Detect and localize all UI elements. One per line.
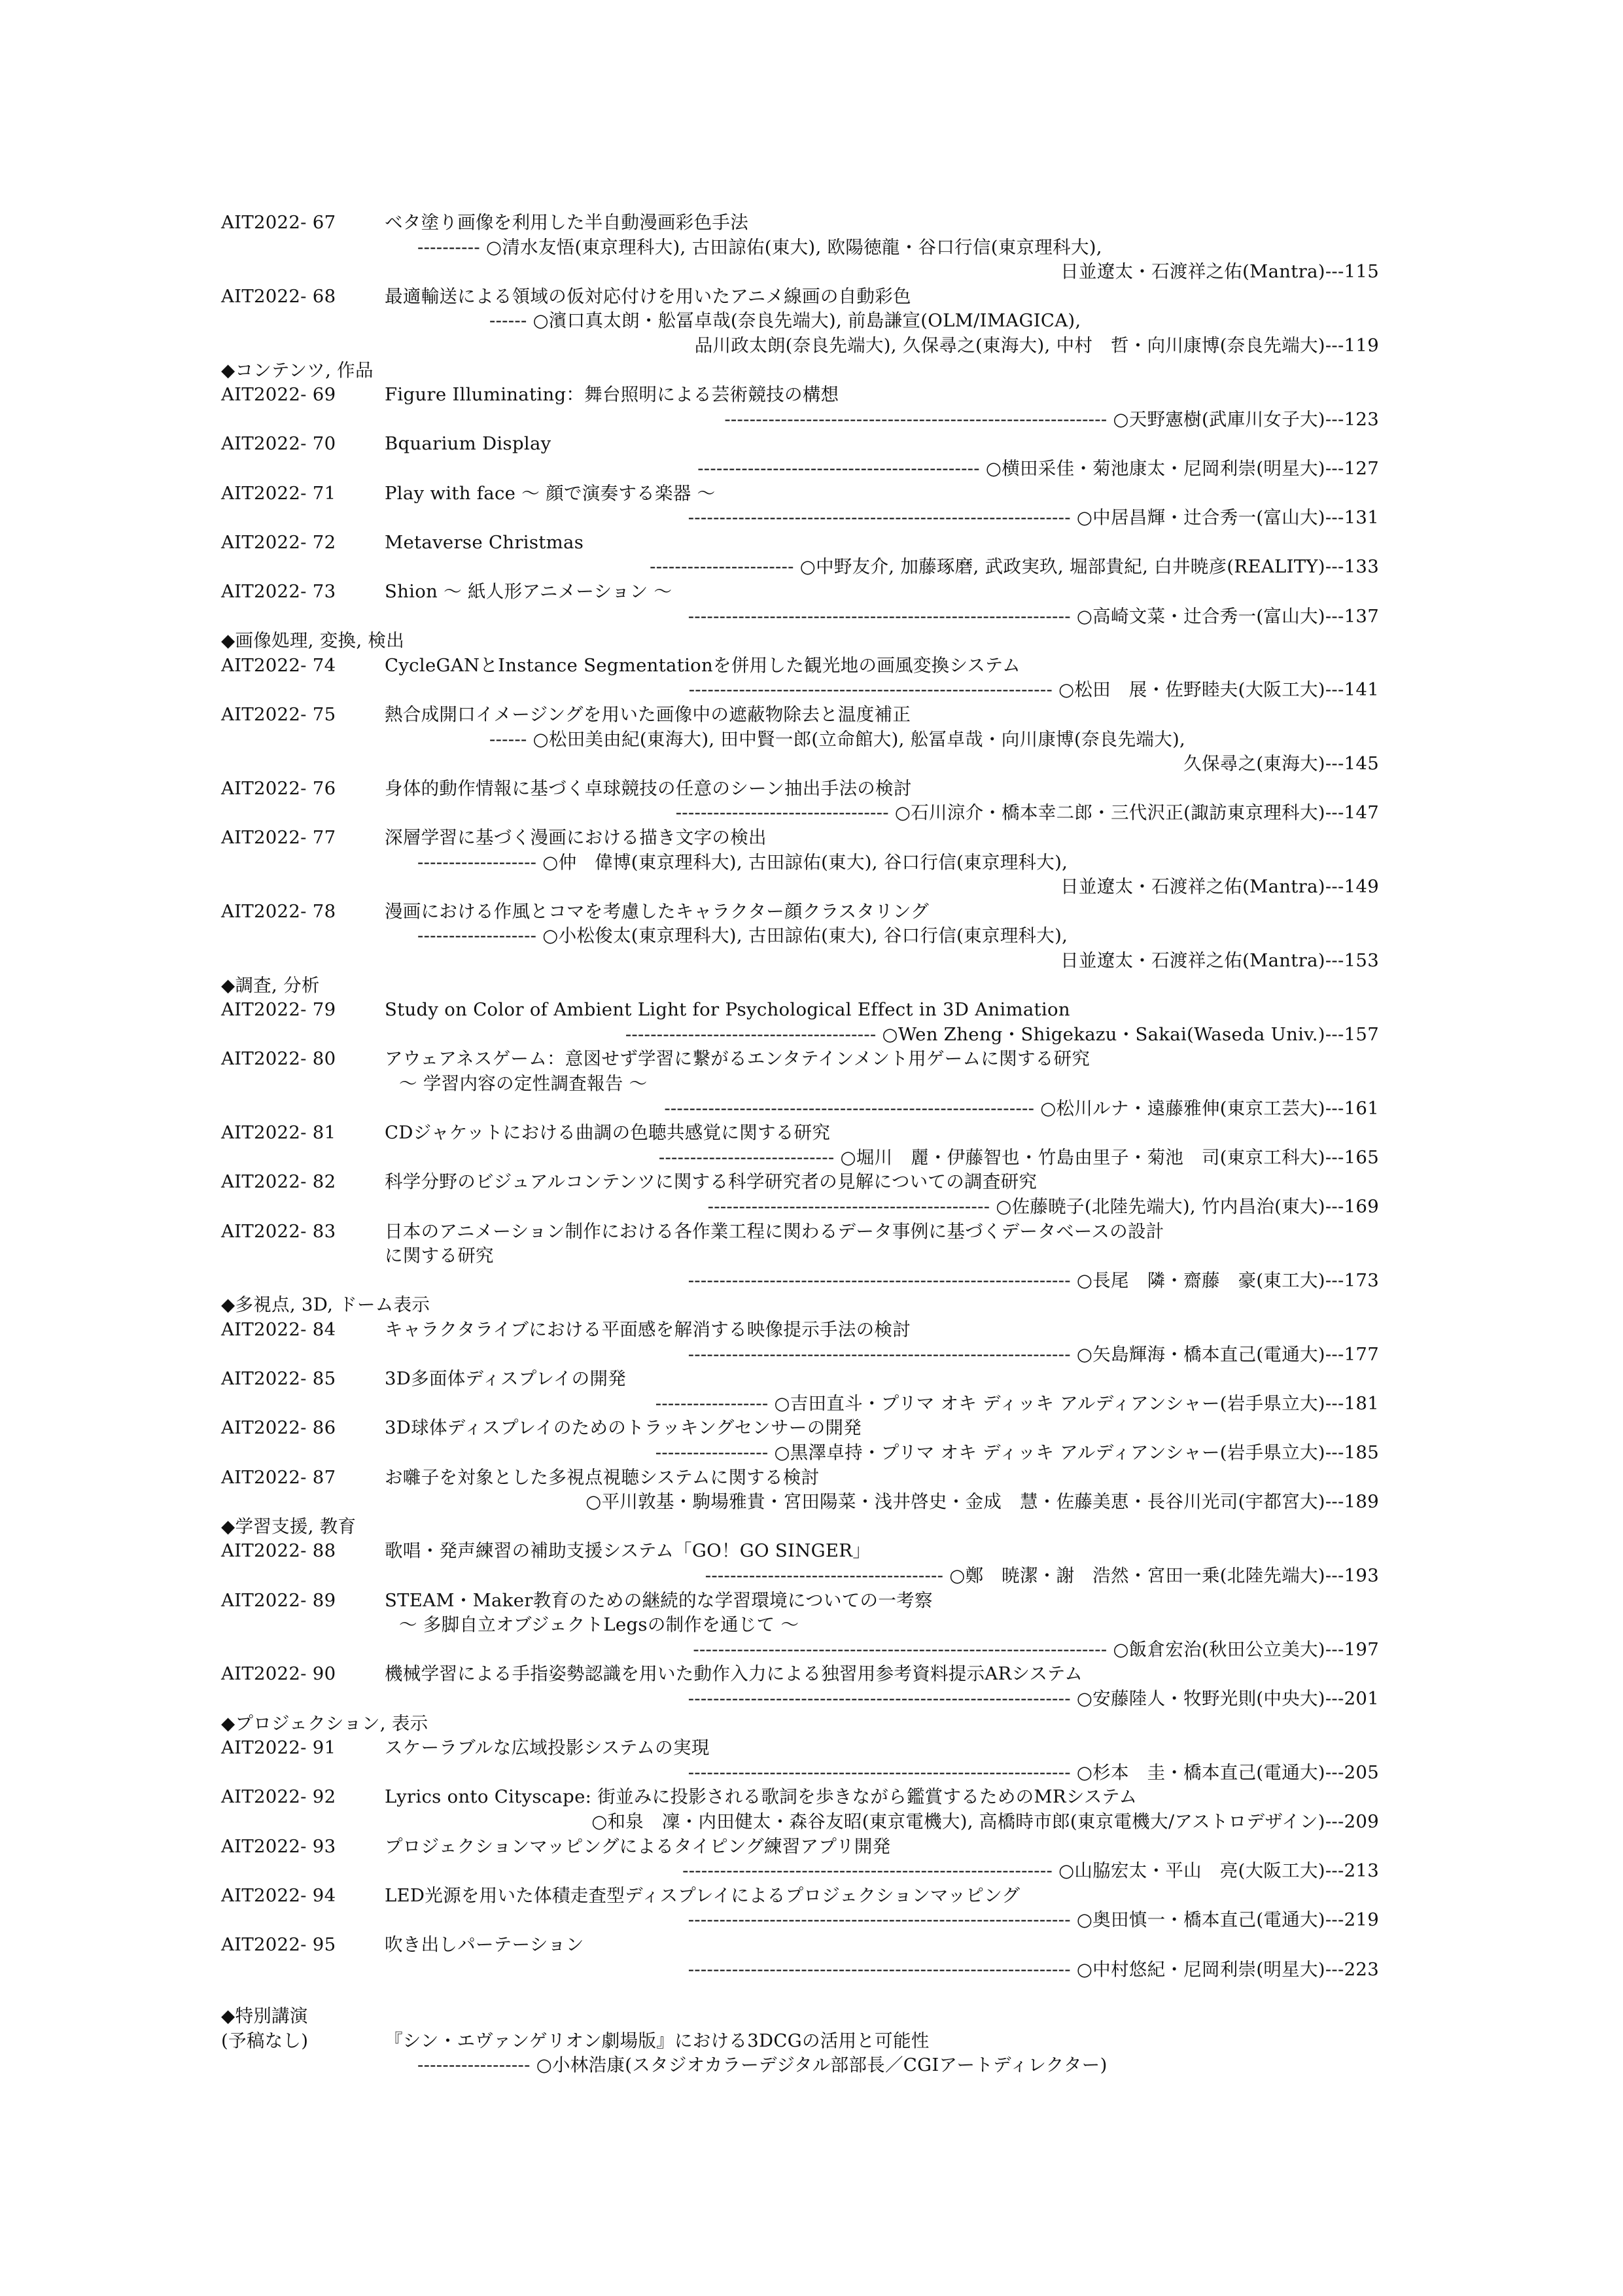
- text-line: [221, 1220, 1379, 1243]
- author-text: ---------------------------------------- ○Wen Zheng・Shigekazu・Sakai(Waseda Univ.)---157: [625, 1023, 1379, 1045]
- author-line: [221, 875, 1379, 898]
- paper-id: AIT2022- 76: [221, 777, 336, 799]
- text-line: [221, 851, 1379, 874]
- text-line: [221, 1170, 1379, 1193]
- paper-title: ベタ塗り画像を利用した半自動漫画彩色手法: [385, 212, 748, 233]
- paper-id: AIT2022- 78: [221, 900, 336, 922]
- text-line: [221, 949, 1379, 972]
- paper-title: プロジェクションマッピングによるタイピング練習アプリ開発: [385, 1835, 891, 1857]
- author-text: 日並遼太・石渡祥之佑(Mantra)---153: [1060, 950, 1379, 971]
- author-line: [221, 1097, 1379, 1120]
- author-line: [221, 334, 1379, 357]
- paper-title: 『シン・エヴァンゲリオン劇場版』における3DCGの活用と可能性: [385, 2030, 930, 2051]
- text-line: [221, 703, 1379, 726]
- author-line: [221, 1441, 1379, 1464]
- author-text: ------------------------------------------------------------- ○安藤陸人・牧野光則(中央大)---201: [688, 1688, 1379, 1709]
- author-text: ------------------------------------------------------------- ○長尾 隣・齋藤 豪(東工大)---173: [688, 1269, 1379, 1291]
- text-line: [221, 1367, 1379, 1390]
- paper-id: AIT2022- 70: [221, 433, 336, 455]
- section-heading: ◆画像処理, 変換, 検出: [221, 630, 405, 652]
- author-line: [221, 260, 1379, 283]
- author-text: ----------------------- ○中野友介, 加藤琢磨, 武政実玖, 堀部貴紀, 白井暁彦(REALITY)---133: [650, 556, 1379, 578]
- text-line: [221, 900, 1379, 923]
- paper-title: 身体的動作情報に基づく卓球競技の任意のシーン抽出手法の検討: [385, 777, 912, 799]
- author-line: [221, 801, 1379, 824]
- text-line: [221, 1539, 1379, 1563]
- author-text: 品川政太朗(奈良先端大), 久保尋之(東海大), 中村 哲・向川康博(奈良先端大)---119: [694, 335, 1379, 356]
- text-line: [221, 1490, 1379, 1513]
- author-line: [221, 1146, 1379, 1169]
- paper-title: LED光源を用いた体積走査型ディスプレイによるプロジェクションマッピング: [385, 1884, 1021, 1906]
- text-line: [221, 1023, 1379, 1046]
- author-line: [489, 728, 1379, 751]
- author-text: ------------------------------------------------------------- ○奥田慎一・橋本直己(電通大)---219: [688, 1909, 1379, 1931]
- text-line: [221, 506, 1379, 529]
- text-line: [221, 309, 1379, 332]
- author-line: [221, 752, 1379, 775]
- author-line: [221, 1908, 1379, 1932]
- author-line: [221, 555, 1379, 578]
- text-line: [221, 1638, 1379, 1661]
- author-text: ------------------------------------------------------------------ ○飯倉宏治(秋田公立美大)---197: [693, 1638, 1379, 1660]
- paper-id: AIT2022- 85: [221, 1368, 336, 1390]
- paper-id: AIT2022- 77: [221, 827, 336, 848]
- author-text: ------ ○松田美由紀(東海大), 田中賢一郎(立命館大), 舩冨卓哉・向川康博(奈良先端大),: [489, 728, 1186, 750]
- paper-id: AIT2022- 82: [221, 1171, 336, 1193]
- paper-title: 日本のアニメーション制作における各作業工程に関わるデータ事例に基づくデータベースの設計: [385, 1220, 1164, 1242]
- section-heading: ◆コンテンツ, 作品: [221, 359, 374, 381]
- text-line: [221, 1416, 1379, 1439]
- paper-id: AIT2022- 81: [221, 1122, 336, 1144]
- paper-id: AIT2022- 86: [221, 1417, 336, 1439]
- text-line: [221, 752, 1379, 775]
- text-line: [221, 1613, 1379, 1636]
- author-line: [489, 309, 1379, 332]
- paper-title: 最適輸送による領域の仮対応付けを用いたアニメ線画の自動彩色: [385, 285, 911, 307]
- author-text: ------------------------------------------------------------- ○天野憲樹(武庫川女子大)---123: [724, 408, 1379, 430]
- author-text: ------------------------------------------------------------- ○高崎文菜・辻合秀一(富山大)---137: [688, 605, 1379, 627]
- text-line: [221, 678, 1379, 701]
- text-line: [221, 1785, 1379, 1809]
- paper-id: AIT2022- 72: [221, 531, 336, 553]
- text-line: [221, 826, 1379, 849]
- text-line: [221, 924, 1379, 947]
- text-line: [221, 285, 1379, 308]
- text-line: [221, 1564, 1379, 1587]
- paper-id: AIT2022- 92: [221, 1786, 336, 1808]
- author-line: [221, 1859, 1379, 1882]
- author-text: ------------------- ○仲 偉博(東京理科大), 古田諒佑(東大), 谷口行信(東京理科大),: [417, 851, 1068, 873]
- paper-id: AIT2022- 79: [221, 999, 336, 1021]
- author-text: ------------------ ○黒澤卓持・プリマ オキ ディッキ アルディアンシャー(岩手県立大)---185: [655, 1442, 1379, 1463]
- section-heading: ◆調査, 分析: [221, 974, 320, 996]
- paper-id: AIT2022- 87: [221, 1466, 336, 1488]
- paper-title: Lyrics onto Cityscape: 街並みに投影される歌詞を歩きながら鑑賞するためのMRシステム: [385, 1786, 1138, 1808]
- author-text: ----------------------------------------------------------- ○松川ルナ・遠藤雅伸(東京工芸大)---161: [664, 1097, 1379, 1119]
- paper-title: 科学分野のビジュアルコンテンツに関する科学研究者の見解についての調査研究: [385, 1171, 1038, 1193]
- text-line: [221, 211, 1379, 234]
- text-line: [221, 2004, 1379, 2028]
- paper-id: AIT2022- 95: [221, 1934, 336, 1955]
- paper-title: 漫画における作風とコマを考慮したキャラクター顔クラスタリング: [385, 900, 930, 922]
- author-text: ------------------- ○小松俊太(東京理科大), 古田諒佑(東大), 谷口行信(東京理科大),: [417, 925, 1068, 947]
- text-line: [221, 654, 1379, 677]
- text-line: [221, 728, 1379, 751]
- text-line: [221, 1884, 1379, 1907]
- author-text: ----------------------------------------------------------- ○山脇宏太・平山 亮(大阪工大)---213: [682, 1860, 1379, 1882]
- text-line: [221, 1835, 1379, 1858]
- author-line: [221, 1023, 1379, 1046]
- author-line: [221, 1343, 1379, 1366]
- author-line: [221, 949, 1379, 972]
- paper-title: スケーラブルな広域投影システムの実現: [385, 1737, 710, 1759]
- text-line: [221, 334, 1379, 357]
- author-text: ------------------ ○吉田直斗・プリマ オキ ディッキ アルディアンシャー(岩手県立大)---181: [655, 1392, 1379, 1414]
- paper-title: 機械学習による手指姿勢認識を用いた動作入力による独習用参考資料提示ARシステム: [385, 1663, 1083, 1685]
- program-listing: [221, 211, 1379, 2095]
- text-line: [221, 1712, 1379, 1735]
- paper-title: アウェアネスゲーム：意図せず学習に繋がるエンタテインメント用ゲームに関する研究: [385, 1048, 1091, 1070]
- text-line: [221, 1318, 1379, 1341]
- text-line: [221, 531, 1379, 554]
- author-line: [221, 1490, 1379, 1513]
- paper-title: お囃子を対象とした多視点視聴システムに関する検討: [385, 1466, 820, 1488]
- paper-title: Study on Color of Ambient Light for Psychological Effect in 3D Animation: [385, 999, 1070, 1021]
- text-line: [221, 974, 1379, 997]
- author-line: [221, 506, 1379, 529]
- text-line: [221, 1146, 1379, 1169]
- text-line: [221, 1121, 1379, 1144]
- section-heading: ◆学習支援, 教育: [221, 1515, 357, 1537]
- author-text: --------------------------------------------- ○佐藤暁子(北陸先端大), 竹内昌治(東大)---169: [707, 1196, 1379, 1217]
- author-line: [221, 457, 1379, 480]
- text-line: [221, 1515, 1379, 1538]
- text-line: [221, 383, 1379, 406]
- text-line: [221, 1466, 1379, 1489]
- text-line: [221, 629, 1379, 652]
- paper-id: AIT2022- 80: [221, 1048, 336, 1070]
- section-heading: ◆プロジェクション, 表示: [221, 1712, 428, 1734]
- author-line: [417, 924, 1379, 947]
- text-line: [221, 1810, 1379, 1833]
- author-line: [417, 851, 1379, 874]
- paper-subtitle: ～ 学習内容の定性調査報告 ～: [399, 1073, 648, 1094]
- author-line: [221, 1687, 1379, 1710]
- text-line: [221, 260, 1379, 283]
- paper-id: AIT2022- 89: [221, 1589, 336, 1611]
- author-text: ------------------------------------------------------------- ○中村悠紀・尼岡利崇(明星大)---223: [688, 1958, 1379, 1980]
- text-line: [221, 1859, 1379, 1882]
- paper-title: 歌唱・発声練習の補助支援システム「GO！GO SINGER」: [385, 1540, 871, 1562]
- author-line: [221, 1392, 1379, 1415]
- paper-id: AIT2022- 93: [221, 1835, 336, 1857]
- section-heading: ◆特別講演: [221, 2005, 308, 2026]
- paper-id: AIT2022- 69: [221, 384, 336, 406]
- author-text: -------------------------------------- ○鄭 暁潔・謝 浩然・宮田一乗(北陸先端大)---193: [705, 1565, 1379, 1586]
- text-line: [221, 1736, 1379, 1759]
- text-line: [221, 2053, 1379, 2077]
- paper-id: AIT2022- 94: [221, 1884, 336, 1906]
- text-line: [221, 1589, 1379, 1612]
- paper-id: AIT2022- 91: [221, 1737, 336, 1759]
- paper-title: CycleGANとInstance Segmentationを併用した観光地の画風変換システム: [385, 654, 1021, 676]
- paper-subtitle: ～ 多脚自立オブジェクトLegsの制作を通じて ～: [399, 1614, 799, 1636]
- author-line: [221, 1195, 1379, 1218]
- paper-title: 3D多面体ディスプレイの開発: [385, 1368, 627, 1390]
- paper-id: AIT2022- 74: [221, 654, 336, 676]
- text-line: [221, 236, 1379, 259]
- author-text: ○和泉 凜・内田健太・森谷友昭(東京電機大), 高橋時市郎(東京電機大/アストロデザイン)---209: [591, 1811, 1379, 1832]
- text-line: [221, 457, 1379, 480]
- author-line: [417, 2053, 1379, 2077]
- paper-id: AIT2022- 67: [221, 212, 336, 233]
- text-line: [221, 1072, 1379, 1095]
- text-line: [221, 555, 1379, 578]
- author-line: [417, 236, 1379, 259]
- text-line: [221, 605, 1379, 628]
- paper-title: 吹き出しパーテーション: [385, 1934, 584, 1955]
- author-line: [221, 1269, 1379, 1292]
- paper-title: Metaverse Christmas: [385, 531, 584, 553]
- author-line: [221, 1810, 1379, 1833]
- text-line: [221, 1343, 1379, 1366]
- author-line: [221, 408, 1379, 431]
- paper-title: 熱合成開口イメージングを用いた画像中の遮蔽物除去と温度補正: [385, 704, 911, 725]
- paper-id: AIT2022- 90: [221, 1663, 336, 1685]
- author-line: [221, 605, 1379, 628]
- paper-title: Play with face ～ 顔で演奏する楽器 ～: [385, 482, 716, 504]
- paper-title: Shion ～ 紙人形アニメーション ～: [385, 581, 672, 602]
- text-line: [221, 875, 1379, 898]
- text-line: [221, 2029, 1379, 2053]
- paper-id: AIT2022- 73: [221, 581, 336, 602]
- text-line: [221, 432, 1379, 455]
- author-text: 久保尋之(東海大)---145: [1183, 753, 1379, 775]
- text-line: [221, 1662, 1379, 1686]
- text-line: [221, 1441, 1379, 1464]
- paper-title: Bquarium Display: [385, 433, 551, 455]
- author-line: [221, 678, 1379, 701]
- text-line: [221, 408, 1379, 431]
- text-line: [221, 1908, 1379, 1932]
- author-text: ------------------ ○小林浩康(スタジオカラーデジタル部部長／CGIアートディレクター): [417, 2055, 1108, 2076]
- paper-id: AIT2022- 68: [221, 285, 336, 307]
- paper-title: 3D球体ディスプレイのためのトラッキングセンサーの開発: [385, 1417, 862, 1439]
- author-line: [221, 1761, 1379, 1784]
- author-text: 日並遼太・石渡祥之佑(Mantra)---115: [1060, 261, 1379, 283]
- author-text: ---------------------------- ○堀川 麗・伊藤智也・竹島由里子・菊池 司(東京工科大)---165: [658, 1146, 1379, 1168]
- text-line: [221, 482, 1379, 505]
- text-line: [221, 1958, 1379, 1981]
- paper-title: キャラクタライブにおける平面感を解消する映像提示手法の検討: [385, 1319, 911, 1340]
- paper-id: AIT2022- 83: [221, 1220, 336, 1242]
- text-line: [221, 1244, 1379, 1267]
- author-text: ○平川敦基・駒場雅貴・宮田陽菜・浅井啓史・金成 慧・佐藤美恵・長谷川光司(宇都宮大)---189: [585, 1491, 1379, 1513]
- paper-id: AIT2022- 71: [221, 482, 336, 504]
- text-line: [221, 1195, 1379, 1218]
- author-text: ---------------------------------------------------------- ○松田 展・佐野睦夫(大阪工大)---141: [688, 679, 1379, 701]
- paper-title: Figure Illuminating：舞台照明による芸術競技の構想: [385, 384, 839, 406]
- paper-title: STEAM・Maker教育のための継続的な学習環境についての一考察: [385, 1589, 933, 1611]
- author-line: [221, 1564, 1379, 1587]
- author-text: ------------------------------------------------------------- ○矢島輝海・橋本直己(電通大)---177: [688, 1343, 1379, 1365]
- paper-id: AIT2022- 75: [221, 704, 336, 725]
- author-text: 日並遼太・石渡祥之佑(Mantra)---149: [1060, 876, 1379, 898]
- text-line: [221, 801, 1379, 824]
- paper-title: CDジャケットにおける曲調の色聴共感覚に関する研究: [385, 1122, 831, 1144]
- text-line: [221, 359, 1379, 382]
- text-line: [221, 1687, 1379, 1710]
- paper-id: (予稿なし): [221, 2030, 309, 2051]
- author-text: ------ ○濱口真太朗・舩冨卓哉(奈良先端大), 前島謙宣(OLM/IMAGICA),: [489, 310, 1081, 332]
- author-line: [221, 1958, 1379, 1981]
- text-line: [221, 1933, 1379, 1956]
- text-line: [221, 998, 1379, 1021]
- paper-title: 深層学習に基づく漫画における描き文字の検出: [385, 827, 767, 848]
- text-line: [221, 1047, 1379, 1070]
- text-line: [221, 1761, 1379, 1784]
- author-line: [221, 1638, 1379, 1661]
- paper-id: AIT2022- 84: [221, 1319, 336, 1340]
- text-line: [221, 1269, 1379, 1292]
- text-line: [221, 1392, 1379, 1415]
- paper-id: AIT2022- 88: [221, 1540, 336, 1562]
- text-line: [221, 777, 1379, 800]
- section-heading: ◆多視点, 3D, ドーム表示: [221, 1294, 430, 1316]
- author-text: ---------- ○清水友悟(東京理科大), 古田諒佑(東大), 欧陽徳龍・谷口行信(東京理科大),: [417, 236, 1102, 258]
- author-text: ------------------------------------------------------------- ○中居昌輝・辻合秀一(富山大)---131: [688, 507, 1379, 529]
- text-line: [221, 1097, 1379, 1120]
- author-text: ---------------------------------- ○石川涼介・橋本幸二郎・三代沢正(諏訪東京理科大)---147: [675, 802, 1379, 824]
- text-line: [221, 580, 1379, 603]
- author-text: ------------------------------------------------------------- ○杉本 圭・橋本直己(電通大)---205: [688, 1761, 1379, 1783]
- author-text: --------------------------------------------- ○横田采佳・菊池康太・尼岡利崇(明星大)---127: [697, 458, 1379, 479]
- paper-title-cont: に関する研究: [385, 1245, 494, 1267]
- text-line: [221, 1293, 1379, 1316]
